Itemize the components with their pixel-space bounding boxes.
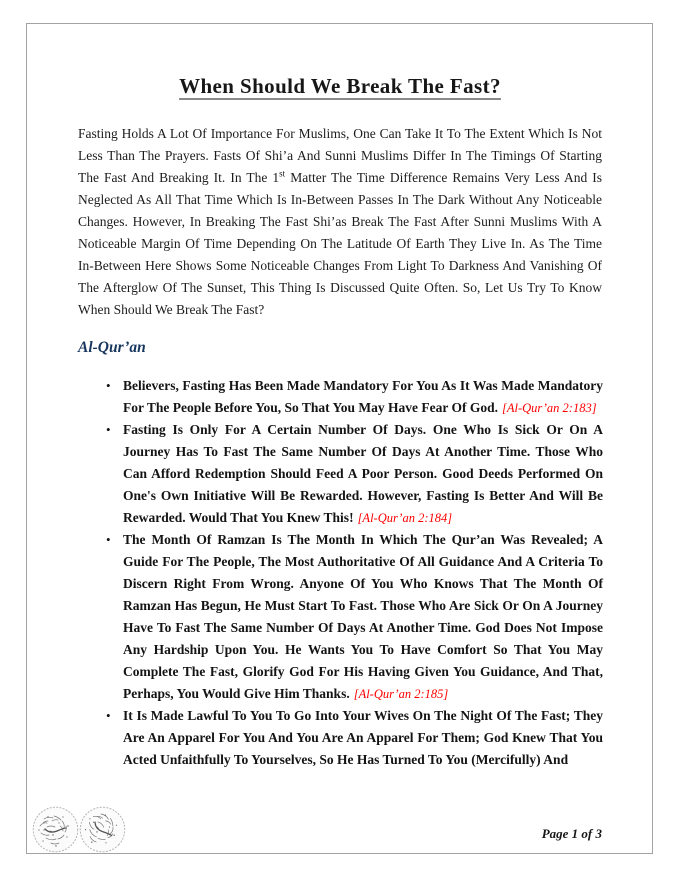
section-heading-al-quran: Al-Qur’an [78,339,146,356]
verse-item-4 [106,705,603,771]
verse-text: The Month Of Ramzan Is The Month In Which The Qur’an Was Revealed; A Guide For The People, The Most Authoritative Of All Guidance And A Criteria To Discern Right From Wrong. Anyone Of You Who Knows That The Month Of Ramzan Has Begun, He Must Start To Fast. Those Who Are Sick Or On A Journey Have To Fast The Same Number Of Days At Another Time. God Does Not Impose Any Hardship Upon You. He Wants You To Have Comfort So That You May Complete The Fast, Glorify God For His Having Given You Guidance, And That, Perhaps, You Would Give Him Thanks. [123,532,603,701]
footer-page-number: Page 1 of 3 [541,826,602,841]
bullet-dot-icon: • [106,708,111,723]
document-title [78,74,602,99]
bullet-dot-icon: • [106,378,111,393]
verse-reference: [Al-Qur’an 2:183] [502,401,597,415]
document-title-text: When Should We Break The Fast? [179,74,501,98]
verse-text: Fasting Is Only For A Certain Number Of Days. One Who Is Sick Or On A Journey Has To Fast The Same Number Of Days At Another Time. Those Who Can Afford Redemption Should Feed A Poor Person. Good Deeds Performed On One's Own Initiative Will Be Rewarded. However, Fasting Is Better And Will Be Rewarded. Would That You Knew This! [123,422,603,525]
verse-reference: [Al-Qur’an 2:185] [353,687,449,701]
intro-paragraph [78,123,602,321]
verse-text: Believers, Fasting Has Been Made Mandatory For You As It Was Made Mandatory For The People Before You, So That You May Have Fear Of God. [123,378,603,415]
arabic-seal-icon [79,806,126,853]
verse-reference: [Al-Qur’an 2:184] [357,511,453,525]
bullet-dot-icon: • [106,532,111,547]
verse-text-block [123,705,603,771]
intro-superscript: st [279,168,286,179]
intro-text-part1: Fasting Holds A Lot Of Importance For Muslims, One Can Take It To The Extent Which Is Not Less Than The Prayers. Fasts Of Shi’a And Sunni Muslims Differ In The Timings Of Starting The Fast And Breaking It. In The 1 [78,126,602,185]
verse-list [106,375,603,771]
verse-text-block [123,375,603,419]
verse-text-block [123,419,603,529]
verse-item-3 [106,529,603,705]
verse-item-1 [106,375,603,419]
document-content [27,74,652,771]
footer-seals [32,806,126,853]
verse-text: It Is Made Lawful To You To Go Into Your Wives On The Night Of The Fast; They Are An Apparel For You And You Are An Apparel For Them; God Knew That You Acted Unfaithfully To Yourselves, So He Has Turned To You (Mercifully) And [123,708,603,767]
intro-text-part2: Matter The Time Difference Remains Very Less And Is Neglected As All That Time Which Is In-Between Passes In The Dark Without Any Noticeable Changes. However, In Breaking The Fast Shi’as Break The Fast After Sunni Muslims With A Noticeable Margin Of Time Depending On The Latitude Of Earth They Live In. As The Time In-Between Here Shows Some Noticeable Changes From Light To Darkness And Vanishing Of The Afterglow Of The Sunset, This Thing Is Discussed Quite Often. So, Let Us Try To Know When Should We Break The Fast? [78,170,603,317]
document-page [26,23,653,854]
verse-text-block [123,529,603,705]
bullet-dot-icon: • [106,422,111,437]
verse-item-2 [106,419,603,529]
arabic-seal-icon [32,806,79,853]
